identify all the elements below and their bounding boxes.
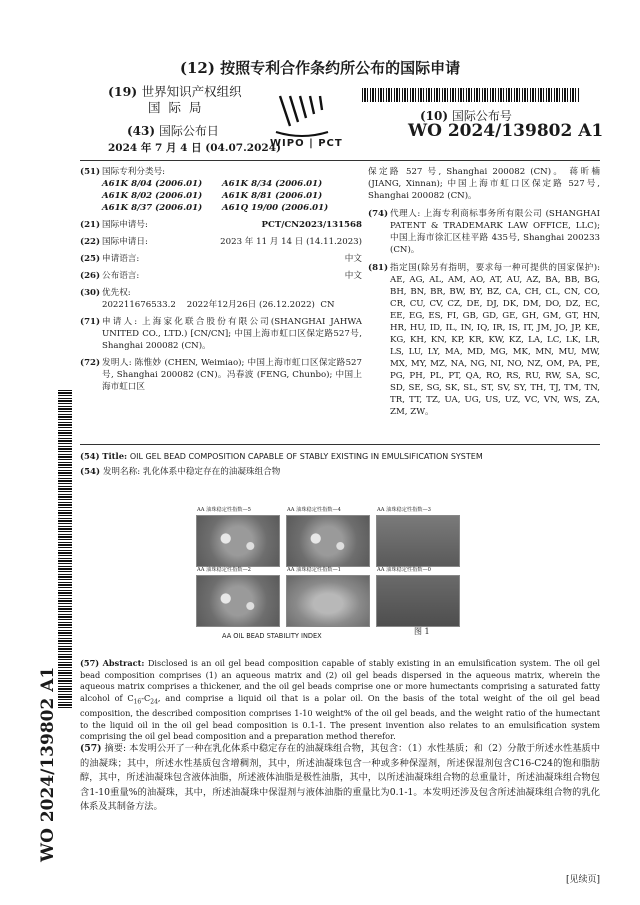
title-zh-row xyxy=(80,466,600,478)
designated-states-section xyxy=(368,262,600,418)
app-no-label: 国际申请号: xyxy=(102,220,148,230)
org-block xyxy=(108,86,242,98)
priority-section xyxy=(80,287,362,311)
pub-lang-section xyxy=(80,270,362,282)
pub-no-label: 国际公布号 xyxy=(451,109,512,123)
panel-caption: AA 油珠稳定性指数—4 xyxy=(287,507,341,513)
right-column xyxy=(368,166,600,423)
title-en-code: (54) xyxy=(80,451,100,461)
figure-panel xyxy=(376,507,460,567)
inventor-continued: 保定路 527 号, Shanghai 200082 (CN)。 蒋昕楠 (JIANG, Xinnan); 中国上海市虹口区保定路 527号, Shanghai 200082 (CN)。 xyxy=(368,167,600,201)
panel-caption: AA 油珠稳定性指数—5 xyxy=(197,507,251,513)
org-code: (19) xyxy=(108,84,138,99)
agent-code: (74) xyxy=(368,209,389,219)
side-barcode xyxy=(58,390,72,710)
abstract-en-mid: -C xyxy=(141,692,151,703)
applicant-code: (71) xyxy=(80,317,101,327)
app-no-section xyxy=(80,219,362,231)
abstract-zh-text: 本发明公开了一种在乳化体系中稳定存在的油凝珠组合物，其包含：（1）水性基质；和（2）分散于所述水性基质中的油凝珠；其中，所述水性基质包含增稠剂，其中，所述油凝珠包含一种或多种保湿剂，所述保湿剂包含C16-C24的饱和脂肪醇，其中，所述油凝珠包含液体油脂，所述液体油脂是极性油脂，其中，以所述油凝珠组合物的总重量计，所述油凝珠组合物包含1-10重量%的油凝珠，其中，所述油凝珠中保湿剂与液体油脂的重量比为0.1-1。本发明还涉及包含所述油凝珠组合物的乳化体系及其制备方法。 xyxy=(80,743,601,813)
pub-no-code: (10) xyxy=(420,109,449,123)
title-divider xyxy=(80,444,600,445)
agent-section xyxy=(368,208,600,256)
filing-date-value: 2023 年 11 月 14 日 (14.11.2023) xyxy=(220,237,362,247)
panel-caption: AA 油珠稳定性指数—2 xyxy=(197,567,251,573)
ipc-item: A61K 8/34 (2006.01) xyxy=(222,179,323,189)
states-code: (81) xyxy=(368,263,389,273)
abstract-en xyxy=(80,658,600,743)
ipc-code: (51) xyxy=(80,167,101,177)
filing-lang-value: 中文 xyxy=(344,254,362,264)
figure-panel xyxy=(196,507,280,567)
ipc-section xyxy=(80,166,362,214)
wipo-logo xyxy=(270,92,343,150)
pub-lang-code: (26) xyxy=(80,271,101,281)
figure-panel xyxy=(286,507,370,567)
pub-lang-label: 公布语言: xyxy=(102,271,140,281)
applicant-section xyxy=(80,316,362,352)
figure-caption-en: AA OIL BEAD STABILITY INDEX xyxy=(222,632,322,640)
filing-date-section xyxy=(80,236,362,248)
states-text: 指定国(除另有指明，要求每一种可提供的国家保护): AE, AG, AL, AM, AO, AT, AU, AZ, BA, BB, BG, BH, BN, BR, BW, BY, BZ, CA, CH, CL, CN, CO, CR, CU, CV, CZ, DE, DJ, DK, DM, DO, DZ, EC, EE, EG, ES, FI, GB, GD, GE, GH, GM, GT, HN, HR, HU, ID, IL, IN, IQ, IR, IS, IT, JM, JO, JP, KE, KG, KH, KN, KP, KR, KW, KZ, LA, LC, LK, LR, LS, LU, LY, MA, MD, MG, MK, MN, MU, MW, MX, MY, MZ, NA, NG, NI, NO, NZ, OM, PA, PE, PG, PH, PL, PT, QA, RO, RS, RU, RW, SA, SC, SD, SE, SG, SK, SL, ST, SV, SY, TH, TJ, TM, TN, TR, TT, TZ, UA, UG, US, UZ, VC, VN, WS, ZA, ZM, ZW。 xyxy=(390,263,600,417)
applicant-text: 申请人: 上海家化联合股份有限公司(SHANGHAI JAHWA UNITED CO., LTD.) [CN/CN]; 中国上海市虹口区保定路527号, Shanghai 200082 (CN)。 xyxy=(102,317,362,351)
figure-panel xyxy=(376,567,460,627)
figure-panel xyxy=(286,567,370,627)
priority-label: 优先权: xyxy=(102,288,131,298)
wipo-emblem-icon xyxy=(270,92,334,140)
pub-date: 2024 年 7 月 4 日 (04.07.2024) xyxy=(108,142,281,154)
figure-grid xyxy=(196,507,460,627)
inventors-code: (72) xyxy=(80,358,101,368)
ipc-item: A61K 8/02 (2006.01) xyxy=(102,191,203,201)
priority-value: 202211676533.2 2022年12月26日 (26.12.2022) CN xyxy=(102,300,335,310)
ipc-item: A61K 8/81 (2006.01) xyxy=(222,191,323,201)
filing-date-label: 国际申请日: xyxy=(102,237,148,247)
abstract-en-label: Abstract: xyxy=(102,658,145,668)
ipc-item: A61K 8/04 (2006.01) xyxy=(102,179,203,189)
inventors-section xyxy=(80,357,362,393)
inventors-text: 发明人: 陈惟妙 (CHEN, Weimiao); 中国上海市虹口区保定路527号, Shanghai 200082 (CN)。冯春波 (FENG, Chunbo); 中国上海市虹口区 xyxy=(102,358,362,392)
abstract-en-sub2: 24 xyxy=(150,698,158,706)
wipo-logo-text: WIPO | PCT xyxy=(270,138,343,149)
filing-lang-section xyxy=(80,253,362,265)
org-subname: 国 际 局 xyxy=(148,100,204,115)
pub-date-code: (43) xyxy=(127,124,156,138)
figure-panel xyxy=(196,567,280,627)
panel-caption: AA 油珠稳定性指数—3 xyxy=(377,507,431,513)
left-column xyxy=(80,166,362,398)
org-name: 世界知识产权组织 xyxy=(141,84,242,99)
figure-caption-zh: 图 1 xyxy=(414,627,430,636)
abstract-en-text-b: , and comprise a liquid oil that is a polar oil. On the basis of the total weight of the oil gel bead composition, the described composition comprises 1-10 weight% of the oil gel beads, and the weight ratio of the humectant to the liquid oil in the oil gel bead composition is 0.1-1. The present invention also relates to an emulsification system comprising the oil gel bead composition and a preparation method therefor. xyxy=(80,692,601,742)
ipc-label: 国际专利分类号: xyxy=(102,167,166,177)
abstract-en-text-a: Disclosed is an oil gel bead composition capable of stably existing in an emulsification system. The oil gel bead composition comprises (1) an aqueous matrix and (2) oil gel beads dispersed in the aqueous matrix, wherein the aqueous matrix comprises a thickener, and the oil gel beads comprise one or more humectants comprising a saturated fatty alcohol of C xyxy=(80,658,600,703)
abstract-en-code: (57) xyxy=(80,658,100,668)
title-zh-value: 乳化体系中稳定存在的油凝珠组合物 xyxy=(142,467,281,477)
ipc-list xyxy=(102,178,362,214)
barcode xyxy=(362,88,580,102)
filing-lang-code: (25) xyxy=(80,254,101,264)
agent-text: 代理人: 上海专利商标事务所有限公司 (SHANGHAI PATENT & TRADEMARK LAW OFFICE, LLC); 中国上海市徐汇区桂平路 435号, Shanghai 200233 (CN)。 xyxy=(390,209,600,255)
ipc-item: A61Q 19/00 (2006.01) xyxy=(222,203,329,213)
pub-no: WO 2024/139802 A1 xyxy=(408,121,604,141)
app-no-value: PCT/CN2023/131568 xyxy=(261,220,362,230)
document-kind-title: (12) 按照专利合作条约所公布的国际申请 xyxy=(179,59,461,77)
title-zh-code: (54) xyxy=(80,467,101,477)
abstract-en-sub1: 16 xyxy=(133,698,142,706)
panel-caption: AA 油珠稳定性指数—0 xyxy=(377,567,431,573)
title-en-label: Title: xyxy=(102,451,128,461)
abstract-zh-code: (57) xyxy=(80,743,102,754)
app-no-code: (21) xyxy=(80,220,101,230)
header-divider xyxy=(80,160,600,161)
ipc-item: A61K 8/37 (2006.01) xyxy=(102,203,203,213)
panel-caption: AA 油珠稳定性指数—1 xyxy=(287,567,341,573)
abstract-zh xyxy=(80,742,600,815)
continued-note: [见续页] xyxy=(565,875,600,885)
side-pub-no: WO 2024/139802 A1 xyxy=(38,666,58,862)
abstract-zh-label: 摘要: xyxy=(104,743,127,754)
title-en-value: OIL GEL BEAD COMPOSITION CAPABLE OF STABLY EXISTING IN EMULSIFICATION SYSTEM xyxy=(129,452,483,461)
priority-code: (30) xyxy=(80,288,101,298)
pub-date-label-row xyxy=(127,125,219,137)
pub-date-label: 国际公布日 xyxy=(158,124,219,138)
pub-lang-value: 中文 xyxy=(344,271,362,281)
filing-date-code: (22) xyxy=(80,237,101,247)
title-en-row xyxy=(80,450,600,463)
filing-lang-label: 申请语言: xyxy=(102,254,140,264)
title-zh-label: 发明名称: xyxy=(102,467,141,477)
